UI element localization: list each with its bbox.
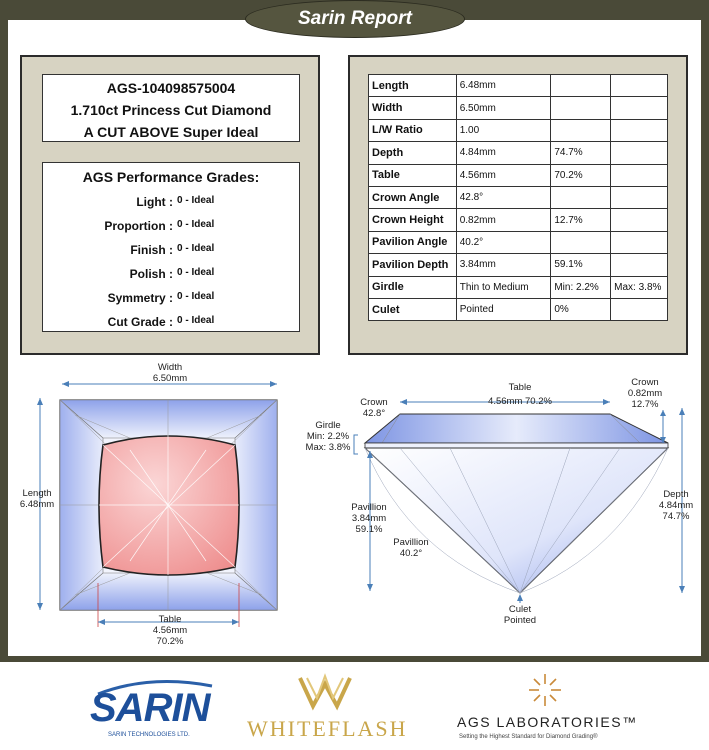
grade-label: Finish : [130,243,173,257]
measurement-value: 3.84mm [456,254,551,276]
grade-row [43,195,299,211]
measurement-value: 6.50mm [456,97,551,119]
measurement-row [369,276,668,298]
measurement-extra [611,119,668,141]
sarin-wordmark: SARIN [90,686,210,730]
top-table-value: 4.56mm [152,625,188,636]
pavilion-depth-label: Pavillion [351,502,387,513]
report-title: Sarin Report [245,0,465,38]
measurement-label: Depth [369,142,457,164]
measurement-percent: 12.7% [551,209,611,231]
grades-box [42,162,300,332]
measurement-percent: 59.1% [551,254,611,276]
measurement-label: Girdle [369,276,457,298]
grade-value: 0 - Ideal [177,315,215,326]
cert-id: AGS-104098575004 [106,80,236,96]
measurement-row [369,209,668,231]
pavilion-profile [365,448,668,593]
grade-label: Symmetry : [107,291,173,305]
ags-sunburst-icon [455,670,655,710]
top-length-value: 6.48mm [19,499,55,510]
whiteflash-logo [245,672,415,742]
measurement-value: 0.82mm [456,209,551,231]
measurement-percent: 74.7% [551,142,611,164]
grade-label: Cut Grade : [107,315,173,329]
ags-wordmark: AGS LABORATORIES™ [457,714,638,730]
measurement-extra [611,97,668,119]
ags-subtitle: Setting the Highest Standard for Diamond Grading® [459,734,598,740]
measurement-extra [611,75,668,97]
grade-value: 0 - Ideal [177,243,215,254]
measurement-extra [611,209,668,231]
grade-label: Light : [136,195,173,209]
measurements-panel [348,55,688,355]
measurement-value: 6.48mm [456,75,551,97]
crown-height-label: Crown [631,377,659,388]
measurements-table [368,74,668,321]
top-length-label: Length [22,488,52,499]
pavilion-angle-value: 40.2° [399,548,423,559]
depth-pct: 74.7% [662,511,690,522]
pavilion-angle-label: Pavillion [393,537,429,548]
grade-value: 0 - Ideal [177,267,215,278]
grade-label: Proportion : [104,219,173,233]
measurement-row [369,186,668,208]
crown-height-value: 0.82mm [627,388,663,399]
grade-row [43,219,299,235]
sarin-logo [80,672,230,742]
measurement-value: 1.00 [456,119,551,141]
grade-value: 0 - Ideal [177,195,215,206]
grade-value: 0 - Ideal [177,219,215,230]
measurement-row [369,164,668,186]
measurement-label: Length [369,75,457,97]
measurement-value: 4.84mm [456,142,551,164]
top-table-pct: 70.2% [156,636,184,647]
top-table-label: Table [158,614,182,625]
measurement-percent: 0% [551,298,611,320]
summary-panel [20,55,320,355]
measurement-label: Crown Angle [369,186,457,208]
pavilion-depth-value: 3.84mm [351,513,387,524]
pavilion-depth-pct: 59.1% [355,524,383,535]
measurement-extra [611,186,668,208]
measurement-extra [611,298,668,320]
measurement-value: 4.56mm [456,164,551,186]
measurement-label: L/W Ratio [369,119,457,141]
crown-angle-value: 42.8° [362,408,386,419]
grades-title: AGS Performance Grades: [82,169,260,185]
measurement-percent [551,75,611,97]
table-facet [99,436,239,575]
measurement-value: Thin to Medium [456,276,551,298]
measurement-extra [611,142,668,164]
measurement-label: Table [369,164,457,186]
measurement-row [369,97,668,119]
grade-row [43,267,299,283]
whiteflash-w-icon [245,672,415,712]
grade-row [43,243,299,259]
measurement-value: Pointed [456,298,551,320]
ags-logo [455,670,655,745]
measurement-label: Crown Height [369,209,457,231]
whiteflash-wordmark: WHITEFLASH [247,716,408,741]
header-box [42,74,300,142]
grade-value: 0 - Ideal [177,291,215,302]
measurement-extra: Max: 3.8% [611,276,668,298]
depth-label: Depth [663,489,689,500]
measurement-row [369,298,668,320]
measurement-label: Culet [369,298,457,320]
top-width-label: Width [157,362,183,373]
side-table-label: Table [508,382,532,393]
crown-profile [365,414,668,443]
top-width-value: 6.50mm [152,373,188,384]
grade-row [43,291,299,307]
culet-value: Pointed [503,615,537,626]
measurement-row [369,75,668,97]
measurement-value: 42.8° [456,186,551,208]
grade-label: Polish : [129,267,173,281]
measurement-value: 40.2° [456,231,551,253]
measurement-percent [551,119,611,141]
measurement-row [369,231,668,253]
girdle-min: Min: 2.2% [306,431,350,442]
side-table-value: 4.56mm 70.2% [488,396,552,407]
measurement-extra [611,164,668,186]
measurement-percent [551,97,611,119]
stone-description: 1.710ct Princess Cut Diamond [70,102,272,118]
measurement-percent: Min: 2.2% [551,276,611,298]
crown-height-pct: 12.7% [631,399,659,410]
measurement-extra [611,254,668,276]
measurement-percent [551,186,611,208]
measurement-percent [551,231,611,253]
culet-label: Culet [508,604,532,615]
measurement-label: Pavilion Angle [369,231,457,253]
measurement-row [369,119,668,141]
logo-strip [0,662,709,750]
sarin-subtitle: SARIN TECHNOLOGIES LTD. [108,732,190,738]
measurement-label: Pavilion Depth [369,254,457,276]
measurement-extra [611,231,668,253]
measurement-row [369,254,668,276]
girdle-max: Max: 3.8% [305,442,351,453]
measurement-label: Width [369,97,457,119]
measurement-percent: 70.2% [551,164,611,186]
crown-label: Crown [360,397,388,408]
brand-line: A CUT ABOVE Super Ideal [83,124,259,140]
measurement-row [369,142,668,164]
girdle-label: Girdle [315,420,341,431]
depth-value: 4.84mm [658,500,694,511]
grade-row [43,315,299,331]
